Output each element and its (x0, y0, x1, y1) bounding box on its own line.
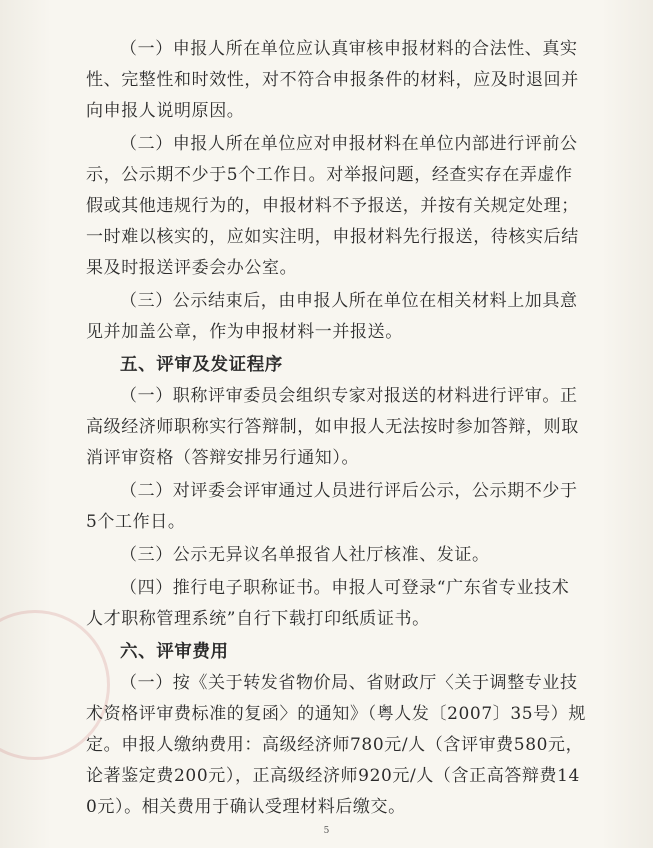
section-heading-6: 六、评审费用 (120, 642, 229, 662)
page-number: 5 (323, 826, 330, 836)
section-heading-5: 五、评审及发证程序 (120, 355, 283, 375)
paragraph: （四）推行电子职称证书。申报人可登录“广东省专业技术人才职称管理系统”自行下载打印纸质证书。 (86, 578, 570, 629)
paragraph: （二）申报人所在单位应对申报材料在单位内部进行评前公示，公示期不少于5个工作日。对举报问题，经查实存在弄虚作假或其他违规行为的，申报材料不予报送，并按有关规定处理；一时难以核实的，应如实注明，申报材料先行报送，待核实后结果及时报送评委会办公室。 (86, 134, 579, 278)
paragraph: （一）职称评审委员会组织专家对报送的材料进行评审。正高级经济师职称实行答辩制，如申报人无法按时参加答辩，则取消评审资格（答辩安排另行通知）。 (86, 386, 579, 468)
paragraph: （三）公示结束后，由申报人所在单位在相关材料上加具意见并加盖公章，作为申报材料一并报送。 (86, 291, 578, 342)
paragraph: （一）申报人所在单位应认真审核申报材料的合法性、真实性、完整性和时效性，对不符合申报条件的材料，应及时退回并向申报人说明原因。 (86, 39, 579, 121)
document-body (86, 34, 586, 823)
paragraph: （二）对评委会评审通过人员进行评后公示，公示期不少于5个工作日。 (86, 481, 578, 532)
paragraph: （一）按《关于转发省物价局、省财政厅〈关于调整专业技术资格评审费标准的复函〉的通知》（粤人发〔2007〕35号）规定。申报人缴纳费用：高级经济师780元/人（含评审费580元，论著鉴定费200元），正高级经济师920元/人（含正高答辩费140元）。相关费用于确认受理材料后缴交。 (86, 673, 586, 817)
paragraph: （三）公示无异议名单报省人社厅核准、发证。 (120, 545, 490, 565)
